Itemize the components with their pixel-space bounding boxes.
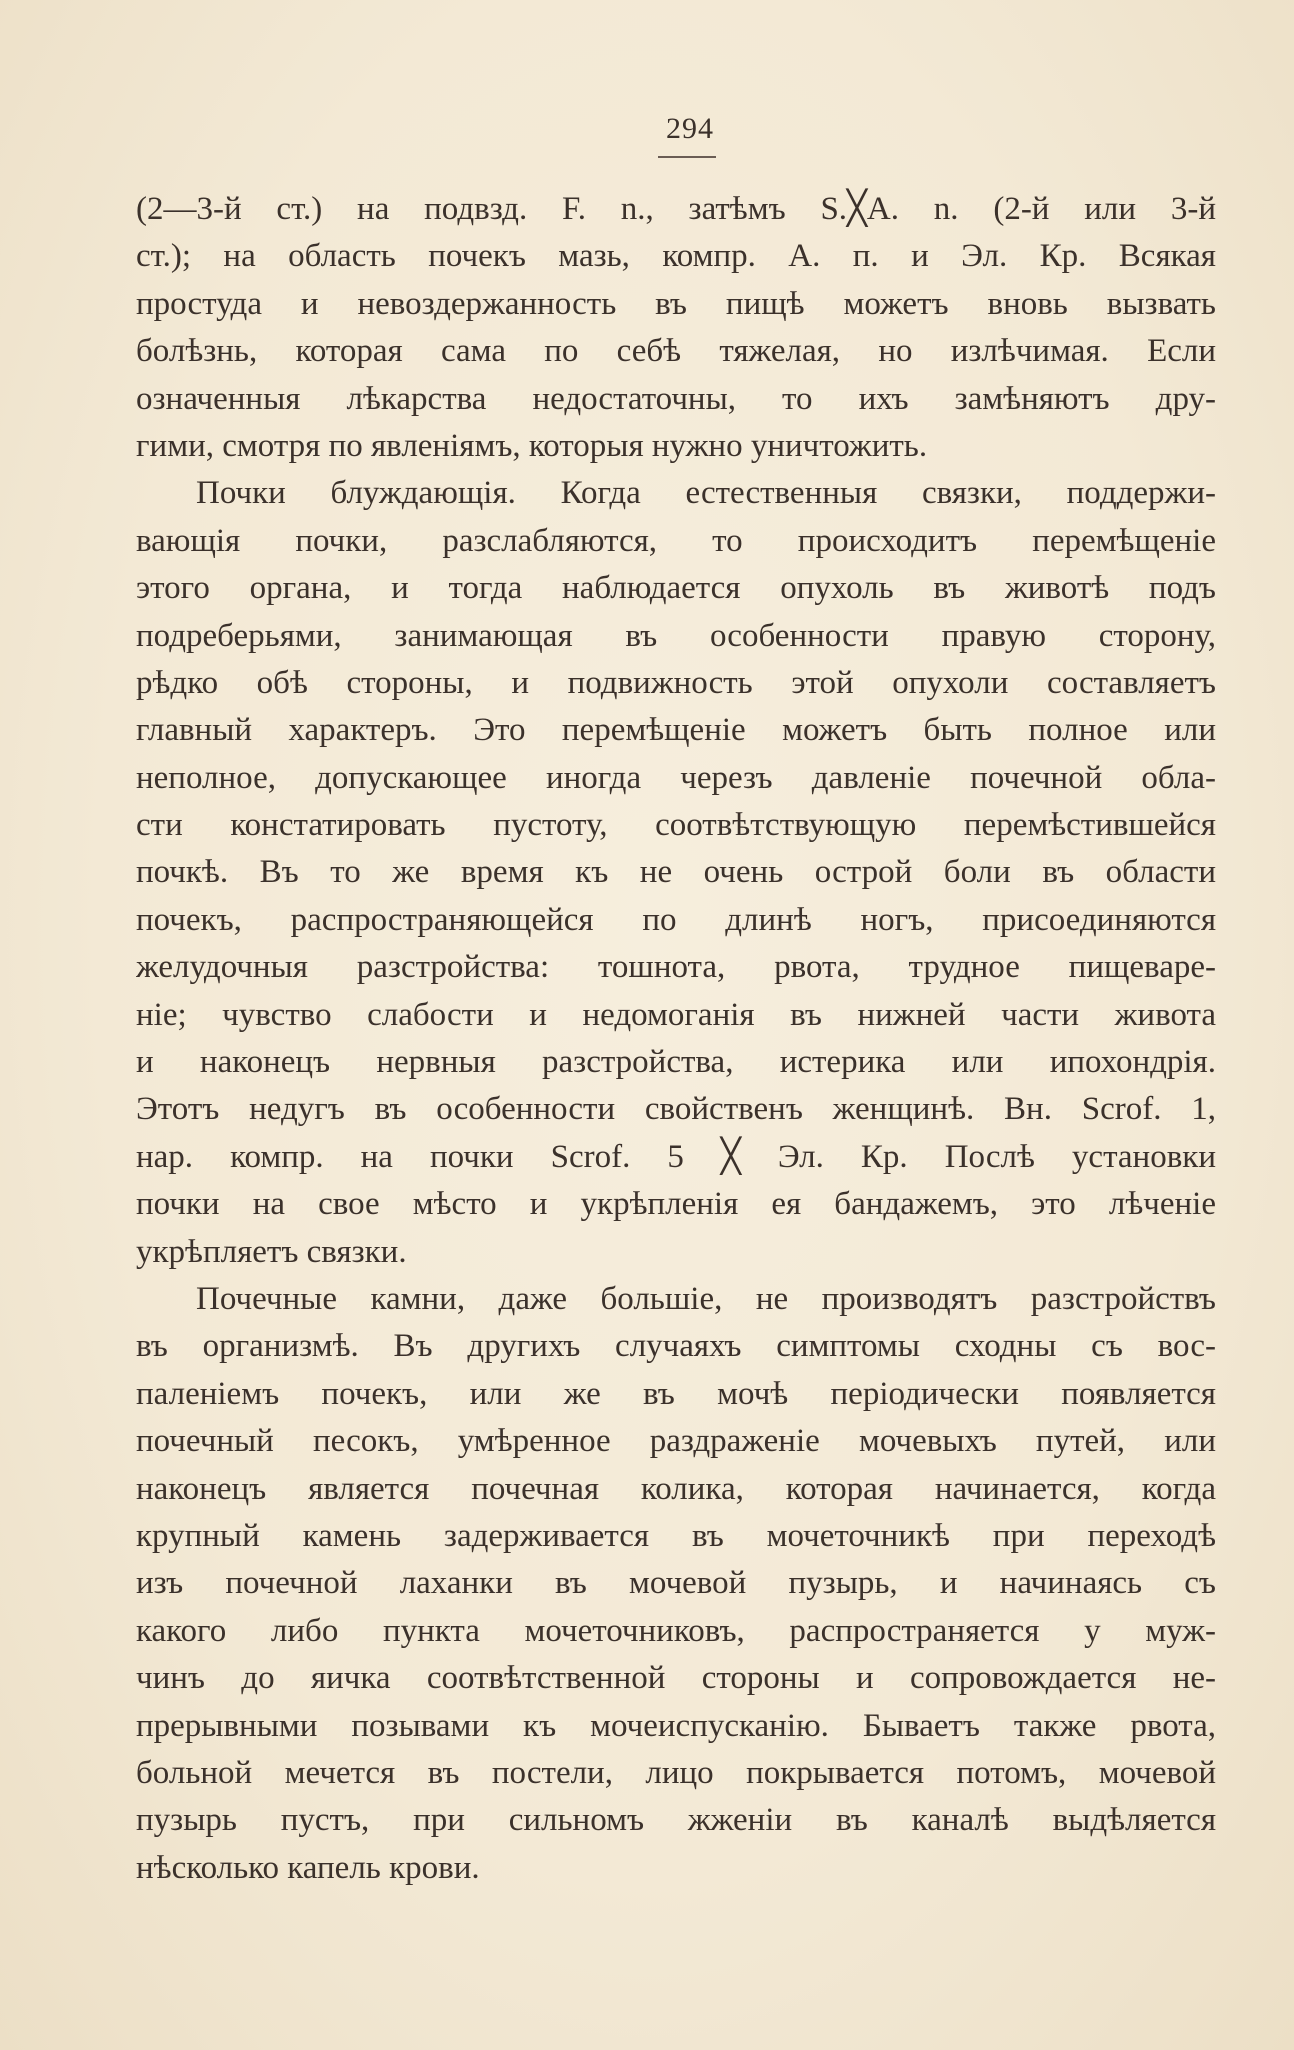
- page-number-rule: [658, 156, 716, 158]
- text-line: больной мечется въ постели, лицо покрывается потомъ, мочевой: [136, 1754, 1216, 1791]
- text-line: нар. компр. на почки Scrof. 5 ╳ Эл. Кр. Послѣ установки: [136, 1138, 1216, 1175]
- text-line: рѣдко обѣ стороны, и подвижность этой опухоли составляетъ: [136, 664, 1216, 701]
- text-line: главный характеръ. Это перемѣщеніе можетъ быть полное или: [136, 712, 1216, 749]
- text-line: прерывными позывами къ мочеиспусканію. Бываетъ также рвота,: [136, 1707, 1216, 1744]
- text-line: пузырь пустъ, при сильномъ жженіи въ каналѣ выдѣляется: [136, 1802, 1216, 1839]
- text-line: паленіемъ почекъ, или же въ мочѣ періодически появляется: [136, 1375, 1216, 1412]
- text-line: нѣсколько капель крови.: [136, 1849, 480, 1886]
- text-line: Этотъ недугъ въ особенности свойственъ женщинѣ. Вн. Scrof. 1,: [136, 1091, 1216, 1128]
- text-line: какого либо пункта мочеточниковъ, распространяется у муж-: [136, 1612, 1216, 1649]
- text-line: Почки блуждающія. Когда естественныя связки, поддержи-: [196, 475, 1216, 512]
- text-line: желудочныя разстройства: тошнота, рвота, трудное пищеваре-: [136, 949, 1216, 986]
- text-line: (2—3-й ст.) на подвзд. F. n., затѣмъ S.╳A. n. (2-й или 3-й: [136, 191, 1216, 227]
- body-text: [136, 186, 1216, 1892]
- text-line: укрѣпляетъ связки.: [136, 1233, 407, 1270]
- text-line: наконецъ является почечная колика, которая начинается, когда: [136, 1470, 1216, 1507]
- text-line: въ организмѣ. Въ другихъ случаяхъ симптомы сходны съ вос-: [136, 1328, 1216, 1365]
- text-line: ст.); на область почекъ мазь, компр. А. п. и Эл. Кр. Всякая: [136, 238, 1216, 275]
- text-line: этого органа, и тогда наблюдается опухоль въ животѣ подъ: [136, 570, 1216, 607]
- text-line: чинъ до яичка соотвѣтственной стороны и сопровождается не-: [136, 1660, 1216, 1697]
- text-line: болѣзнь, которая сама по себѣ тяжелая, но излѣчимая. Если: [136, 333, 1216, 370]
- text-line: крупный камень задерживается въ мочеточникѣ при переходѣ: [136, 1517, 1216, 1554]
- text-line: почечный песокъ, умѣренное раздраженіе мочевыхъ путей, или: [136, 1423, 1216, 1460]
- text-line: простуда и невоздержанность въ пищѣ можетъ вновь вызвать: [136, 285, 1216, 322]
- text-line: вающія почки, разслабляются, то происходитъ перемѣщеніе: [136, 522, 1216, 559]
- text-line: гими, смотря по явленіямъ, которыя нужно уничтожить.: [136, 427, 928, 464]
- text-line: и наконецъ нервныя разстройства, истерика или ипохондрія.: [136, 1044, 1216, 1081]
- page-number: 294: [666, 112, 714, 145]
- text-line: неполное, допускающее иногда черезъ давленіе почечной обла-: [136, 759, 1216, 796]
- text-line: Почечные камни, даже большіе, не производятъ разстройствъ: [196, 1280, 1216, 1317]
- text-line: сти констатировать пустоту, соотвѣтствующую перемѣстившейся: [136, 807, 1216, 844]
- text-line: почки на свое мѣсто и укрѣпленія ея бандажемъ, это лѣченіе: [136, 1186, 1216, 1223]
- text-line: почкѣ. Въ то же время къ не очень острой боли въ области: [136, 854, 1216, 891]
- text-line: изъ почечной лаханки въ мочевой пузырь, и начинаясь съ: [136, 1565, 1216, 1602]
- text-line: почекъ, распространяющейся по длинѣ ногъ, присоединяются: [136, 901, 1216, 938]
- text-line: подреберьями, занимающая въ особенности правую сторону,: [136, 617, 1216, 654]
- text-line: ніе; чувство слабости и недомоганія въ нижней части живота: [136, 996, 1216, 1033]
- text-line: означенныя лѣкарства недостаточны, то ихъ замѣняютъ дру-: [136, 380, 1216, 417]
